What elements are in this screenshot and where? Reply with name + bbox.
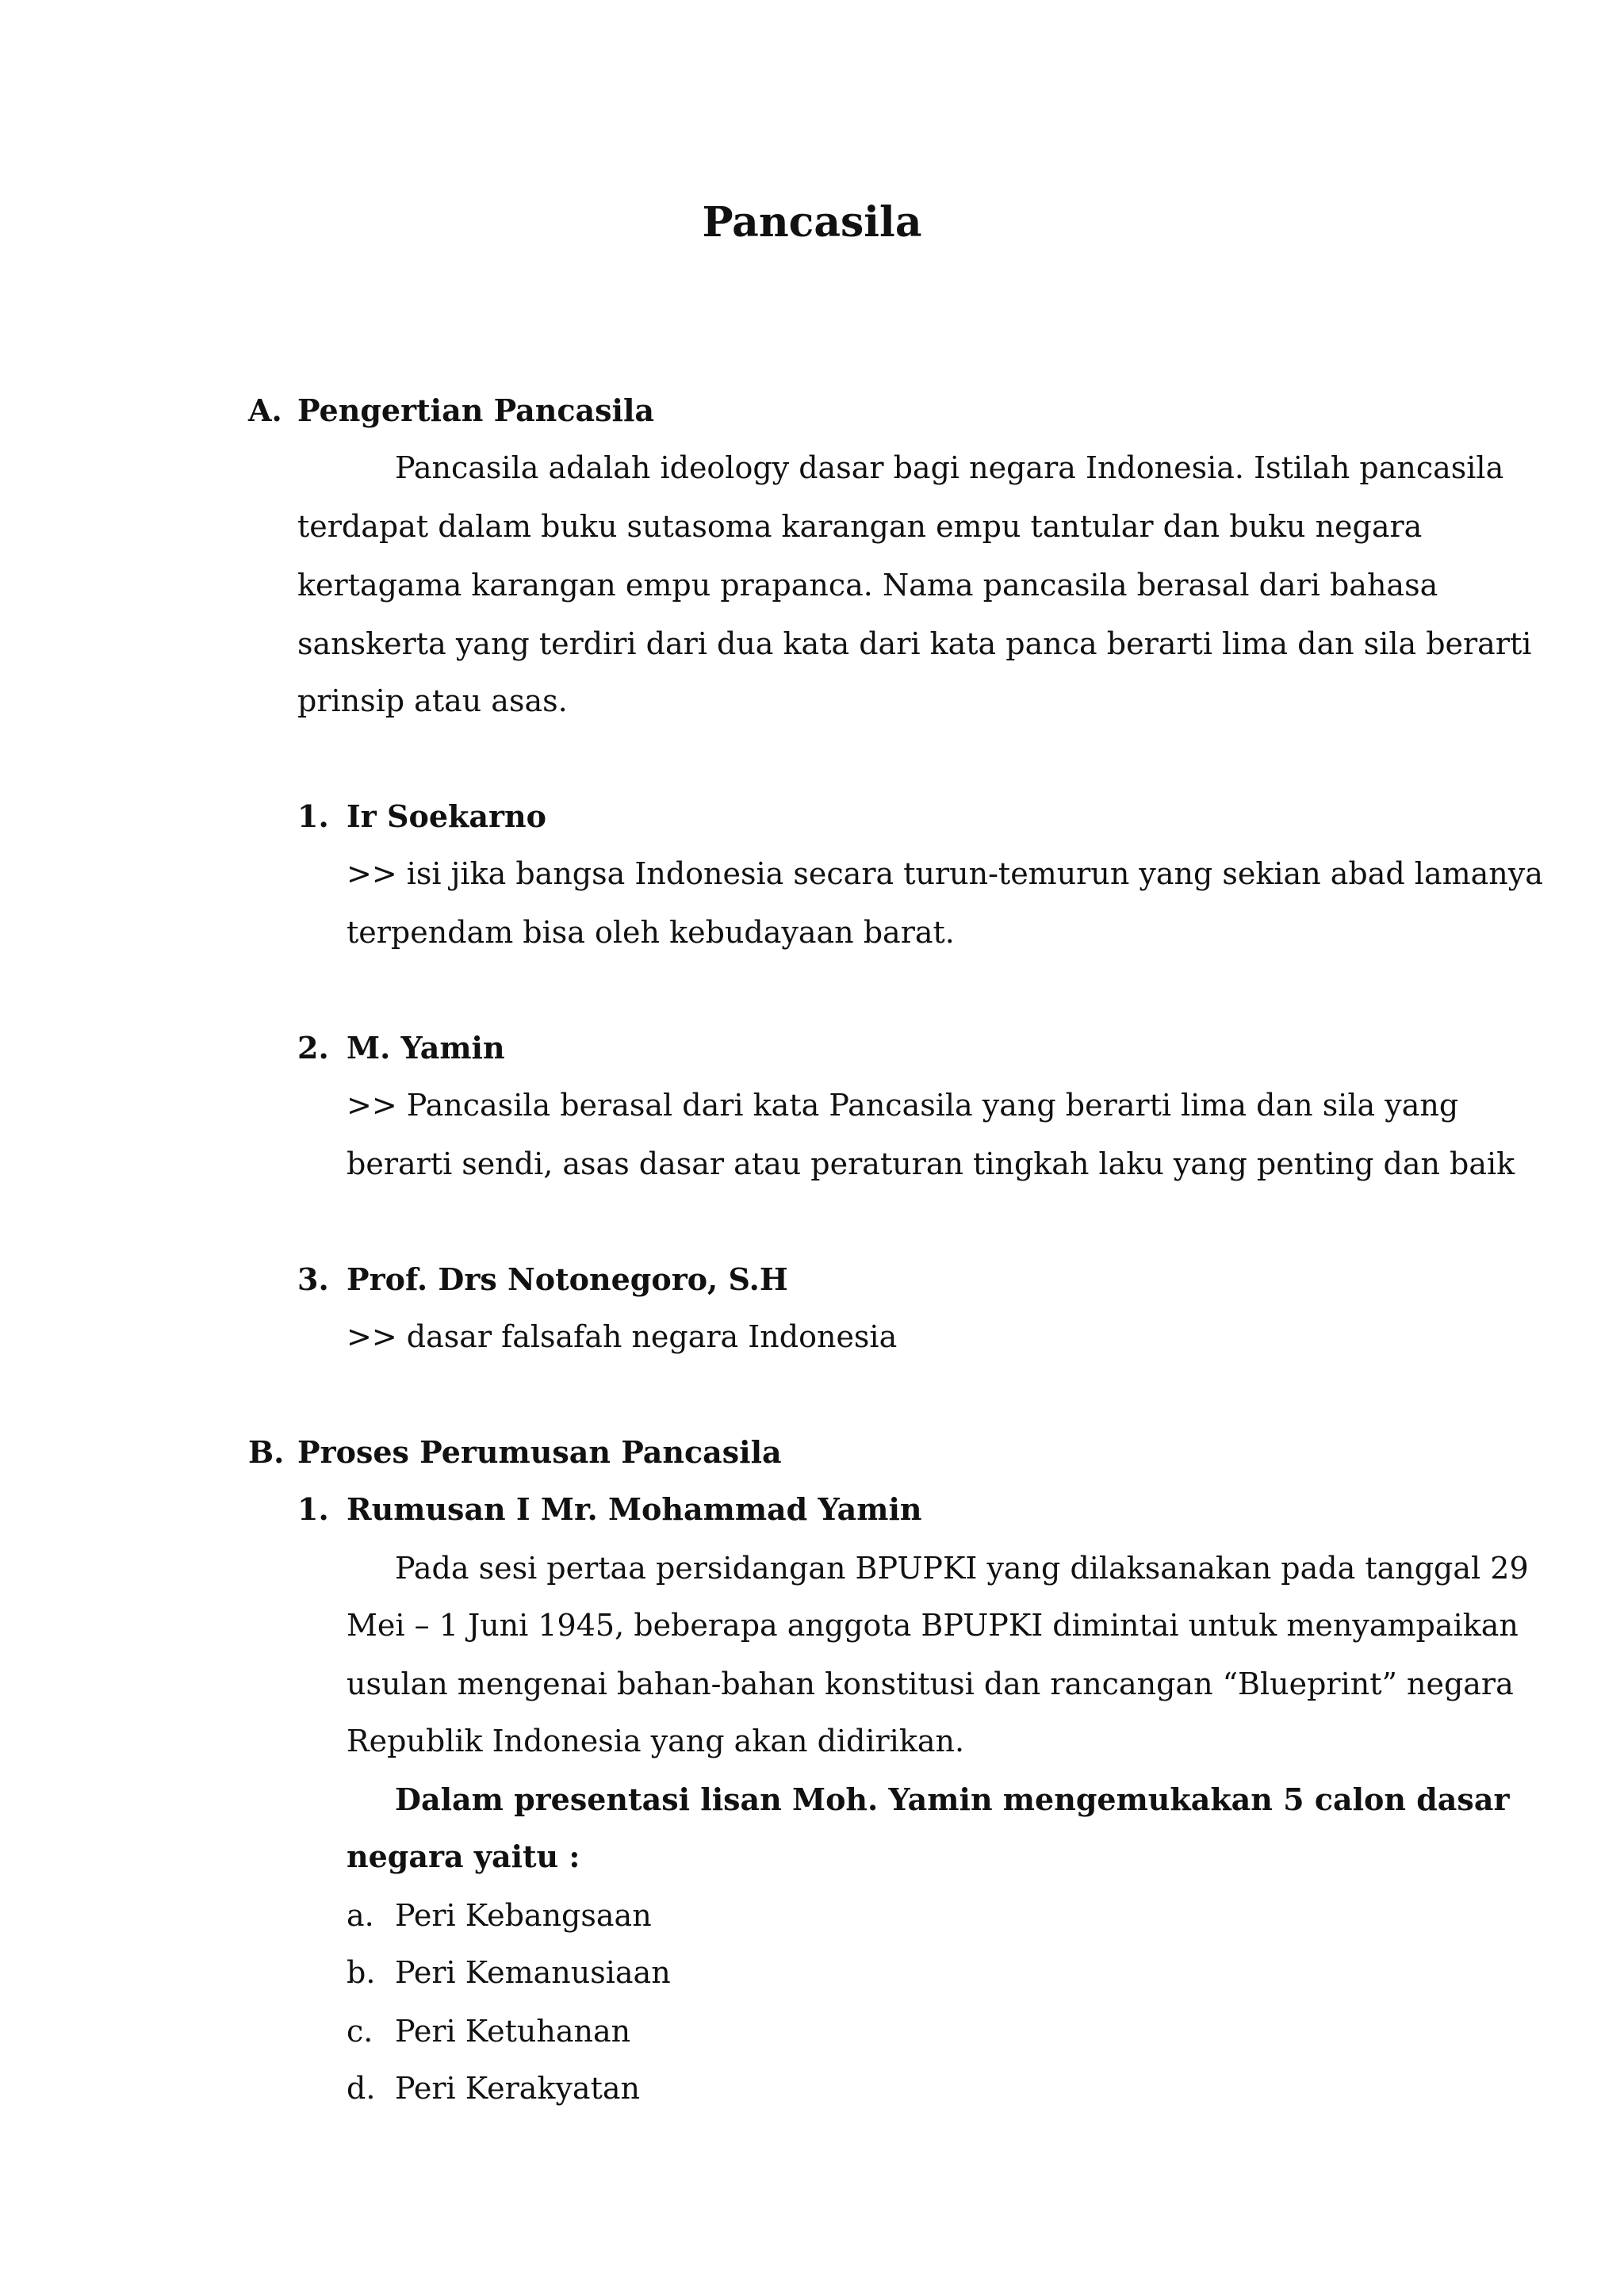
section-a-paragraph-line: terdapat dalam buku sutasoma karangan empu tantular dan buku negara — [297, 509, 1423, 544]
list-item-marker: 1. — [297, 798, 329, 834]
list-item-marker: 3. — [297, 1261, 329, 1297]
section-b-paragraph-line: Republik Indonesia yang akan didirikan. — [347, 1724, 965, 1758]
list-item-heading: Prof. Drs Notonegoro, S.H — [347, 1261, 788, 1297]
list-item-heading: M. Yamin — [347, 1030, 505, 1066]
sublist-marker: b. — [347, 1955, 376, 1990]
list-item-text: >> Pancasila berasal dari kata Pancasila yang berarti lima dan sila yang — [347, 1088, 1459, 1123]
section-a-paragraph-line: prinsip atau asas. — [297, 683, 568, 718]
sublist-marker: a. — [347, 1898, 374, 1933]
list-item-text: >> dasar falsafah negara Indonesia — [347, 1319, 898, 1354]
list-item-text: >> isi jika bangsa Indonesia secara turun-temurun yang sekian abad lamanya — [347, 856, 1543, 891]
section-b-paragraph-line: usulan mengenai bahan-bahan konstitusi dan rancangan “Blueprint” negara — [347, 1667, 1514, 1701]
sublist-marker: d. — [347, 2071, 376, 2106]
section-a-marker: A. — [248, 392, 282, 428]
list-item-heading: Rumusan I Mr. Mohammad Yamin — [347, 1491, 922, 1527]
page-title: Pancasila — [702, 198, 922, 247]
list-item-marker: 2. — [297, 1030, 329, 1066]
sublist-item: Peri Ketuhanan — [395, 2014, 631, 2049]
section-b-marker: B. — [248, 1434, 285, 1470]
sublist-marker: c. — [347, 2014, 373, 2049]
section-b-paragraph-line: Pada sesi pertaa persidangan BPUPKI yang dilaksanakan pada tanggal 29 — [395, 1551, 1529, 1586]
list-item-text: berarti sendi, asas dasar atau peraturan tingkah laku yang penting dan baik — [347, 1146, 1515, 1181]
sublist-item: Peri Kemanusiaan — [395, 1955, 671, 1990]
section-b-bold-paragraph-line: negara yaitu : — [347, 1839, 580, 1874]
section-a-paragraph-line: kertagama karangan empu prapanca. Nama pancasila berasal dari bahasa — [297, 568, 1438, 603]
section-b-paragraph-line: Mei – 1 Juni 1945, beberapa anggota BPUPKI dimintai untuk menyampaikan — [347, 1608, 1519, 1643]
list-item-heading: Ir Soekarno — [347, 798, 546, 834]
section-a-paragraph-line: Pancasila adalah ideology dasar bagi negara Indonesia. Istilah pancasila — [395, 450, 1504, 485]
section-b-bold-paragraph-line: Dalam presentasi lisan Moh. Yamin mengemukakan 5 calon dasar — [395, 1781, 1510, 1817]
sublist-item: Peri Kerakyatan — [395, 2071, 640, 2106]
list-item-text: terpendam bisa oleh kebudayaan barat. — [347, 915, 955, 950]
section-a-paragraph-line: sanskerta yang terdiri dari dua kata dari kata panca berarti lima dan sila berarti — [297, 626, 1532, 661]
sublist-item: Peri Kebangsaan — [395, 1898, 652, 1933]
section-a-heading: Pengertian Pancasila — [297, 392, 655, 428]
section-b-heading: Proses Perumusan Pancasila — [297, 1434, 782, 1470]
list-item-marker: 1. — [297, 1491, 329, 1527]
